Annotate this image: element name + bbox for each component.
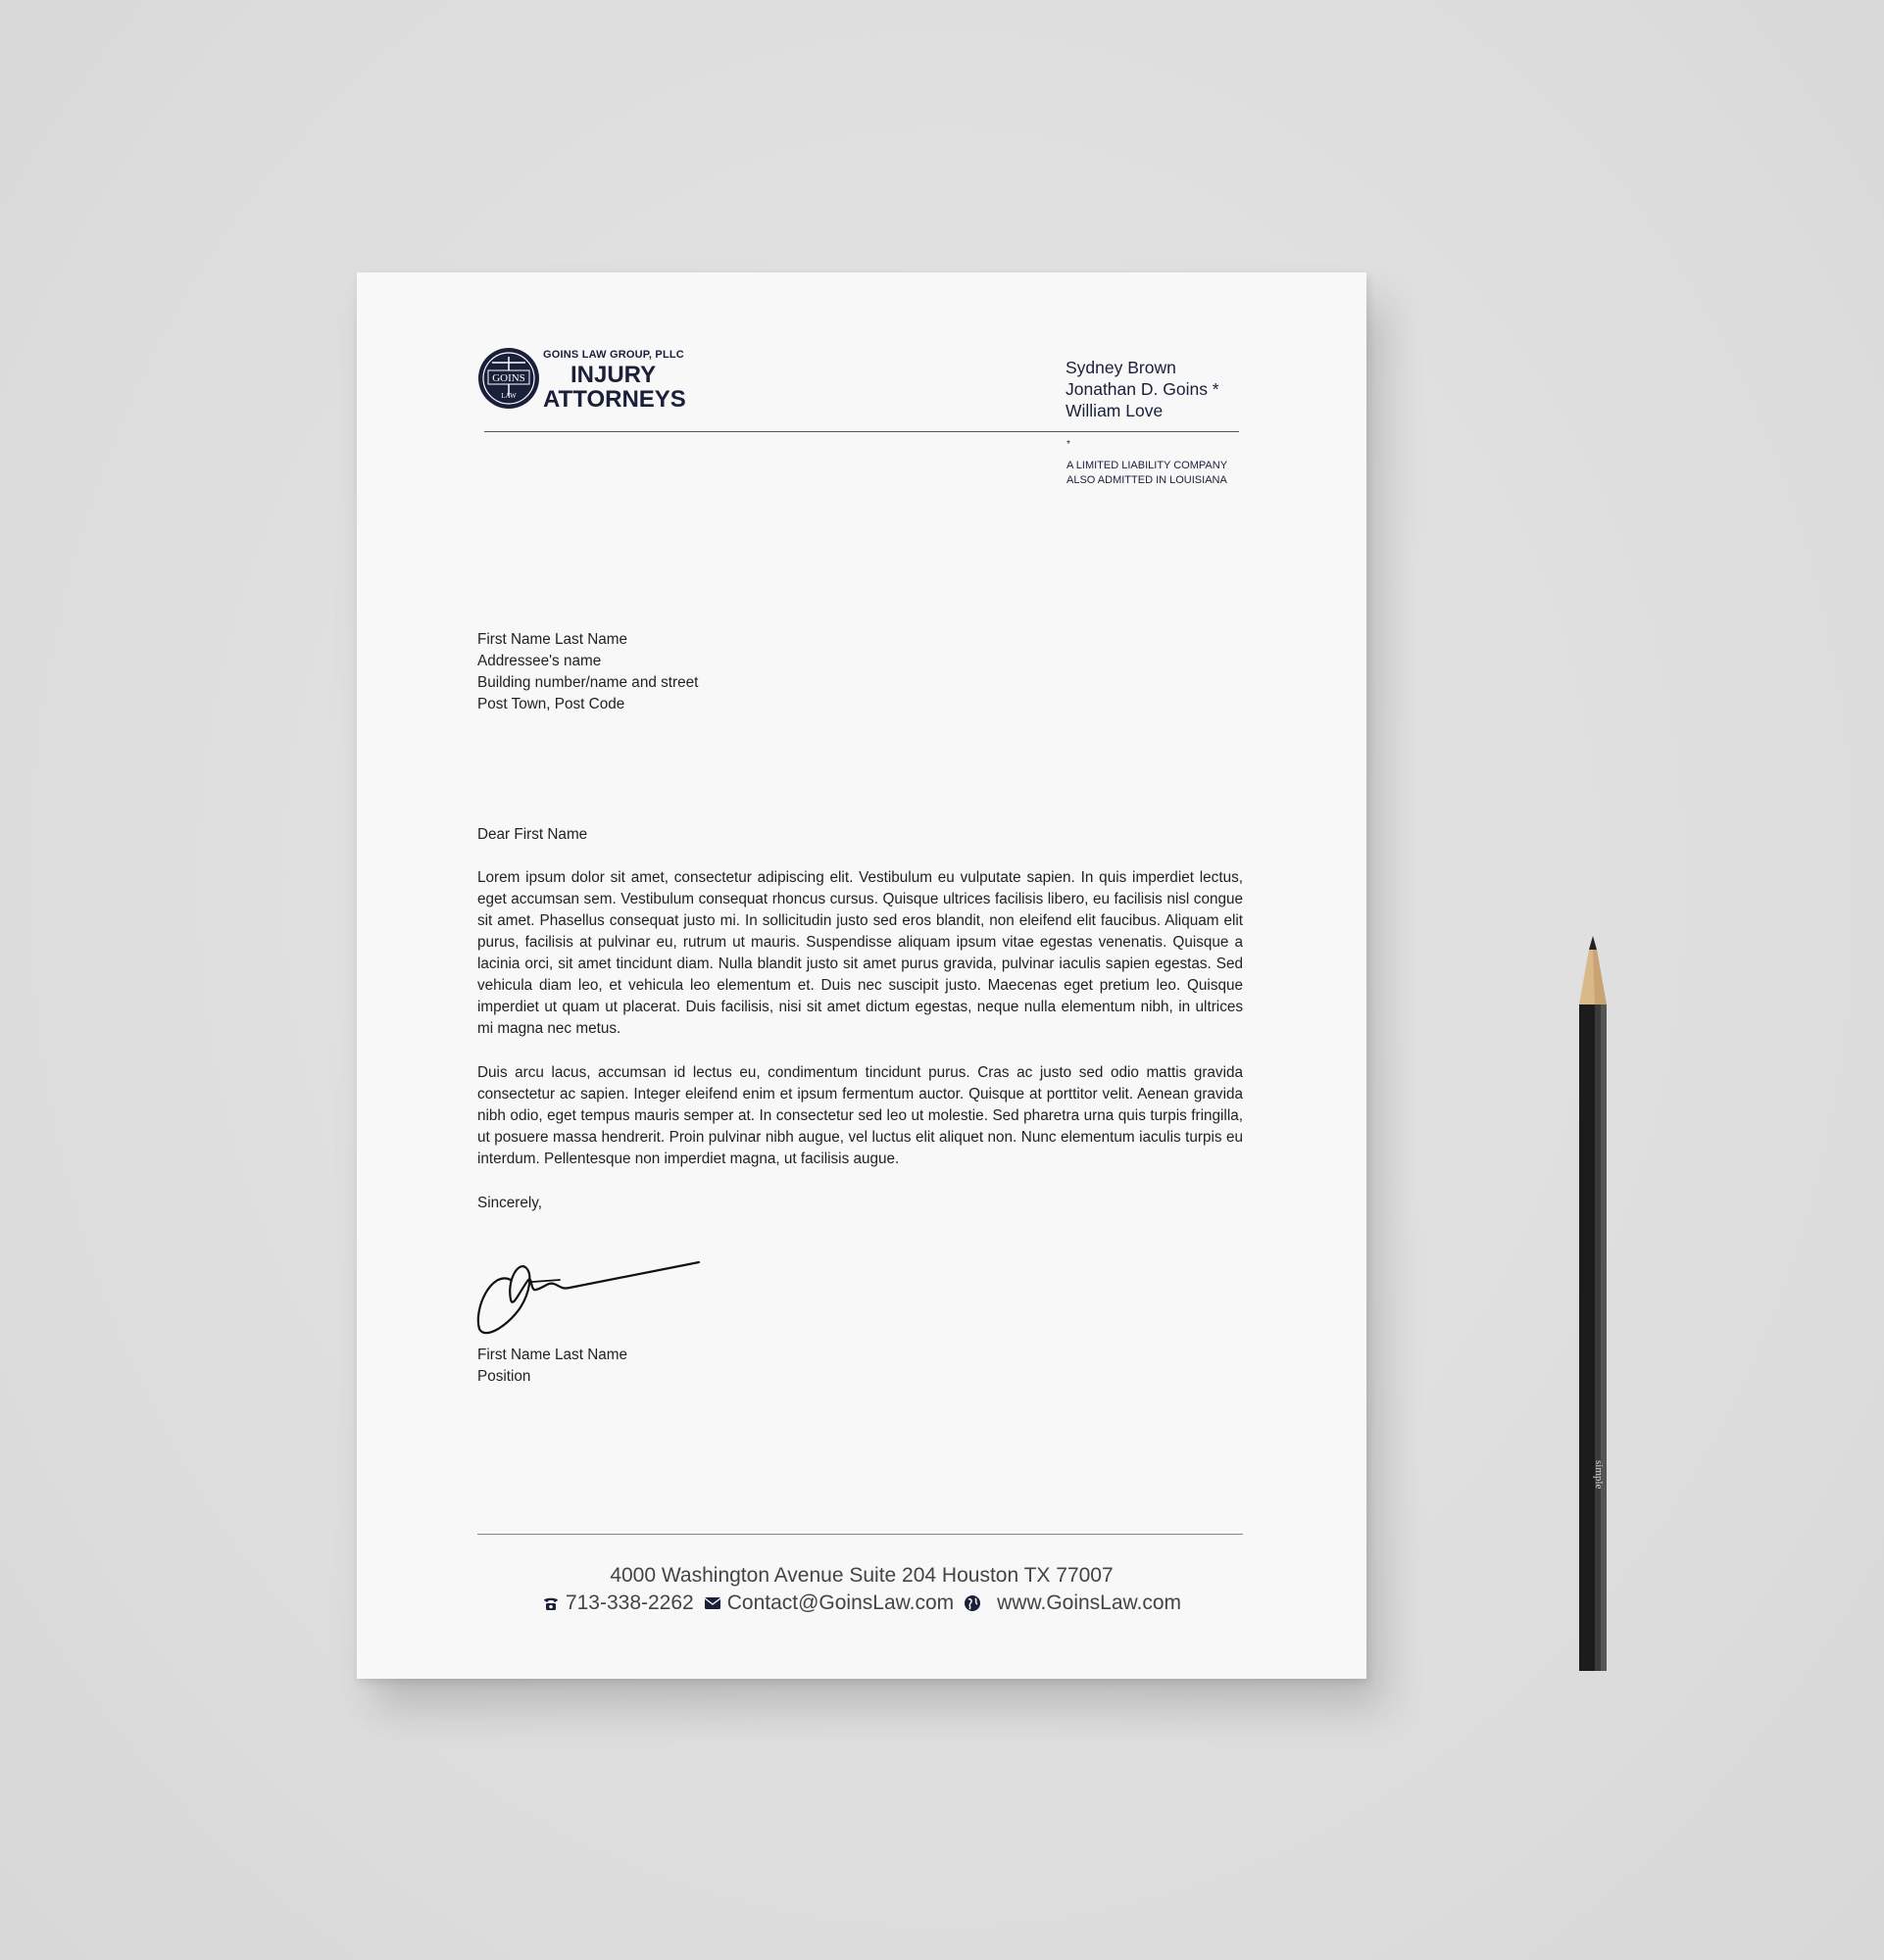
footnote [1066, 459, 1227, 488]
signer-name: First Name Last Name [477, 1347, 628, 1363]
footnote-line: A LIMITED LIABILITY COMPANY [1066, 460, 1228, 471]
footnote-line: ALSO ADMITTED IN LOUISIANA [1066, 474, 1227, 486]
firm-legal-name: GOINS LAW GROUP, PLLC [543, 349, 684, 361]
envelope-icon [704, 1596, 721, 1610]
firm-logo [477, 347, 703, 412]
phone-number[interactable]: 713-338-2262 [565, 1592, 694, 1614]
letterhead-page [357, 272, 1366, 1679]
address-line: Building number/name and street [477, 674, 699, 691]
attorney-name: William Love [1066, 401, 1164, 420]
signer-position: Position [477, 1368, 531, 1385]
header-divider [484, 431, 1239, 432]
attorney-name: Jonathan D. Goins * [1066, 379, 1219, 399]
recipient-address [477, 629, 1243, 715]
body-paragraph: Duis arcu lacus, accumsan id lectus eu, condimentum tincidunt purus. Cras ac justo sed odio mattis gravida consectetur ac sapien. Integer eleifend enim et ipsum fermentum auctor. Quisque at porttitor velit. Aenean gravida nibh odio, eget tempus mauris semper at. In consectetur sed leo ut molestie. Sed pharetra urna quis turpis fringilla, ut posuere massa hendrerit. Proin pulvinar nibh augue, vel luctus elit aliquet non. Nunc elementum iaculis turpis eu interdum. Pellentesque non imperdiet magna, ut facilisis augue. [477, 1064, 1243, 1167]
attorney-name: Sydney Brown [1066, 358, 1176, 377]
pencil-brand: simple [1593, 1460, 1605, 1490]
firm-tagline-line2: ATTORNEYS [543, 386, 686, 413]
address-line: Post Town, Post Code [477, 696, 625, 712]
body-paragraph: Lorem ipsum dolor sit amet, consectetur adipiscing elit. Vestibulum eu vulputate sapien. In quis imperdiet lectus, eget accumsan sem. Vestibulum consequat rhoncus cursus. Quisque ultrices facilisis libero, eu facilisis nisl congue sit amet. Phasellus consequat justo mi. In sollicitudin justo sed eros blandit, non eleifend elit faucibus. Aliquam elit purus, facilisis at pulvinar eu, rutrum ut mauris. Suspendisse aliquam ipsum vitae egestas venenatis. Quisque a lacinia orci, sit amet tincidunt diam. Nulla blandit justo sit amet purus gravida, pulvinar iaculis sapien egestas. Sed vehicula diam leo, et vehicula leo elementum et. Duis nec suscipit justo. Maecenas eget pretium leo. Quisque imperdiet ut quam ut placerat. Duis facilisis, nisi sit amet dictum egestas, neque nulla elementum nibh, in ultrices mi magna nec metus. [477, 869, 1243, 1037]
scales-of-justice-seal-icon [477, 347, 540, 410]
address-line: First Name Last Name [477, 631, 628, 648]
seal-top-text: GOINS [492, 372, 525, 384]
website-link[interactable]: www.GoinsLaw.com [997, 1592, 1182, 1614]
globe-icon [964, 1594, 981, 1612]
address-line: Addressee's name [477, 653, 602, 669]
footer-address: 4000 Washington Avenue Suite 204 Houston TX 77007 [610, 1564, 1114, 1587]
signer-block [477, 1345, 1243, 1388]
closing: Sincerely, [477, 1195, 543, 1211]
footer-divider [477, 1534, 1243, 1535]
firm-tagline-line1: INJURY [570, 362, 657, 388]
footer-contacts [357, 1592, 1366, 1615]
seal-bottom-text: LAW [501, 392, 517, 400]
handwritten-signature [471, 1231, 707, 1339]
attorney-list [1066, 357, 1219, 421]
footnote-marker: * [1066, 439, 1070, 450]
salutation: Dear First Name [477, 826, 588, 843]
email-link[interactable]: Contact@GoinsLaw.com [726, 1592, 955, 1614]
phone-icon [542, 1594, 560, 1612]
pencil-icon [1573, 936, 1612, 1681]
